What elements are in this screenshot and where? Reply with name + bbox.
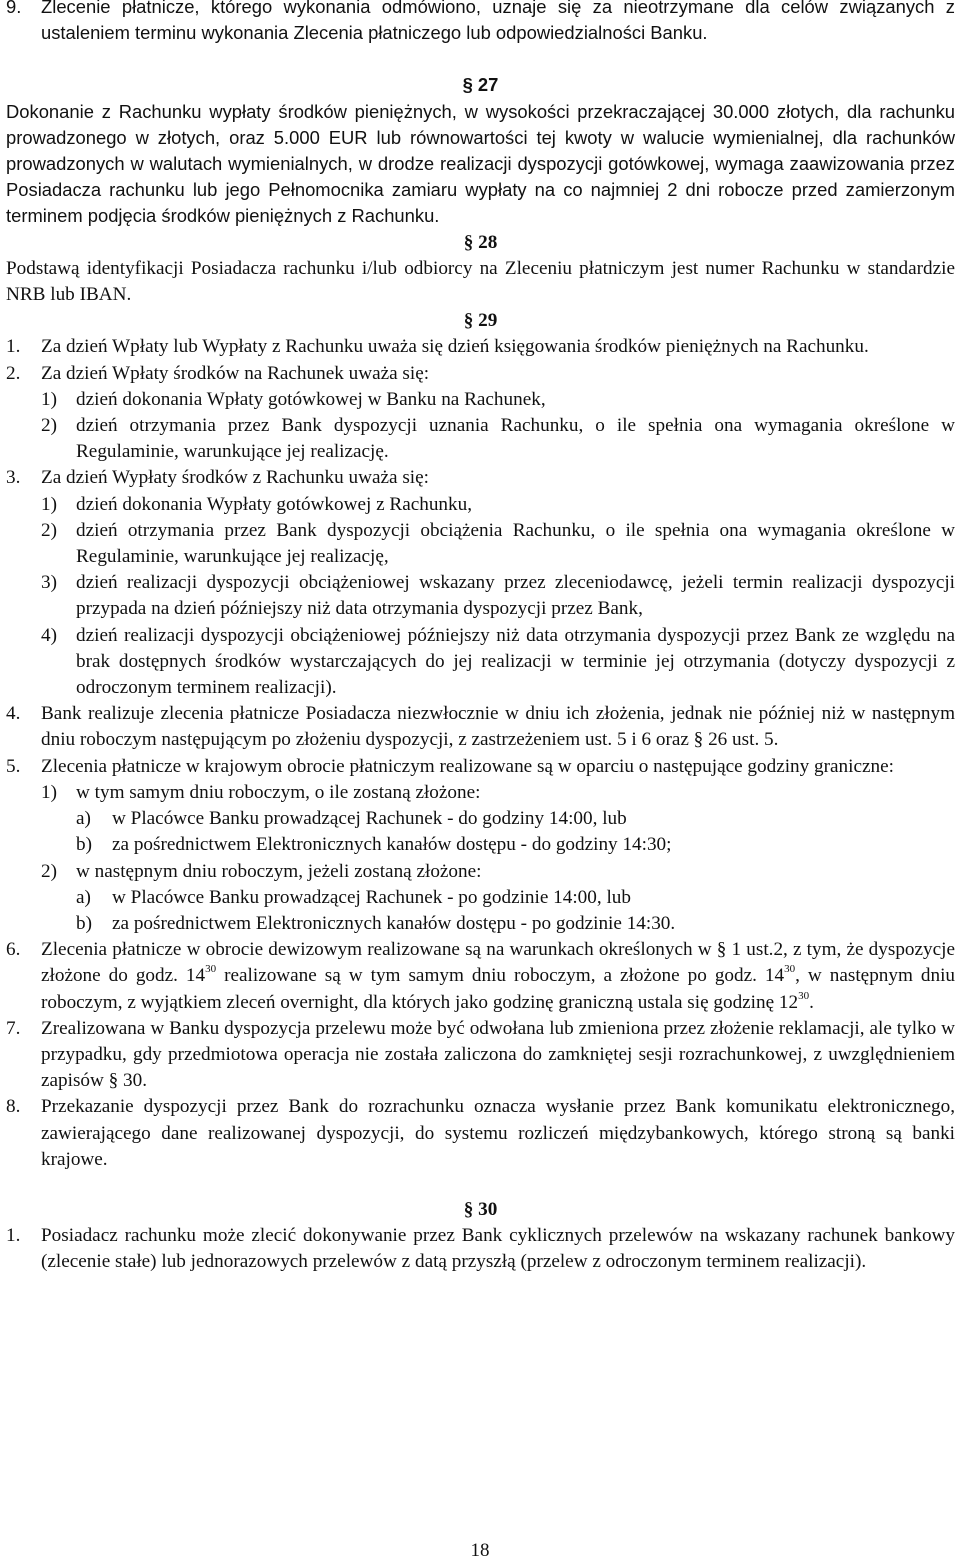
section-29-item-3-sub-4 [41, 623, 955, 702]
section-30-item-1 [6, 1223, 955, 1275]
list-text: Za dzień Wpłaty środków na Rachunek uważa się: [41, 362, 430, 384]
section-28-text: Podstawą identyfikacji Posiadacza rachunku i/lub odbiorcy na Zleceniu płatniczym jest numer Rachunku w standardzie NRB lub IBAN. [6, 257, 955, 306]
superscript: 30 [798, 989, 810, 1002]
list-text: dzień realizacji dyspozycji obciążeniowej wskazany przez zleceniodawcę, jeżeli termin realizacji dyspozycji przypada na dzień późniejszy niż data otrzymania dyspozycji przez Bank, [76, 572, 955, 620]
section-29-item-5-sub-1 [41, 780, 955, 806]
list-text: za pośrednictwem Elektronicznych kanałów dostępu - po godzinie 14:30. [112, 912, 676, 934]
section-27-text: Dokonanie z Rachunku wypłaty środków pieniężnych, w wysokości przekraczającej 30.000 złotych, dla rachunku prowadzonego w złotych, oraz 5.000 EUR lub równowartości tej kwoty w walucie wymienialnej, dla rachunków prowadzonych w walutach wymienialnych, w drodze realizacji dyspozycji gotówkowej, wymaga zaawizowania przez Posiadacza rachunku lub jego Pełnomocnika zamiaru wypłaty na co najmniej 2 dni robocze przed zamierzonym terminem podjęcia środków pieniężnych z Rachunku. [6, 100, 955, 227]
list-number: 1. [6, 336, 21, 358]
section-29-item-3-sub-3 [41, 570, 955, 622]
section-29-item-3-sub-2 [41, 518, 955, 570]
document-page [6, 0, 955, 1276]
page-number: 18 [470, 1540, 490, 1561]
list-number: 4. [6, 703, 21, 725]
section-29-item-5-sub-2-b [76, 911, 955, 937]
list-number: 2) [41, 519, 57, 541]
list-letter: a) [76, 886, 91, 908]
list-number: 2. [6, 362, 21, 384]
section-29-item-4 [6, 701, 955, 753]
list-text: w Placówce Banku prowadzącej Rachunek - do godziny 14:00, lub [112, 808, 627, 830]
section-29-item-6 [6, 937, 955, 1016]
section-29-item-1 [6, 334, 955, 360]
section-heading-28: § 28 [463, 231, 498, 253]
section-heading-30: § 30 [463, 1198, 498, 1220]
section-29-item-5 [6, 754, 955, 780]
list-text: dzień otrzymania przez Bank dyspozycji uznania Rachunku, o ile spełnia ona wymagania określone w Regulaminie, warunkujące jej realizację. [76, 415, 955, 463]
section-29-item-5-sub-2-a [76, 885, 955, 911]
text-run: Zlecenia płatnicze w obrocie dewizowym realizowane są na warunkach określonych w § 1 ust.2, z tym, że dyspozycje złożone do godz. 14 [41, 939, 955, 987]
list-number: 3) [41, 572, 57, 594]
text-run: realizowane są w tym samym dniu roboczym, a złożone po godz. 14 [216, 965, 785, 987]
list-text: Bank realizuje zlecenia płatnicze Posiadacza niezwłocznie w dniu ich złożenia, jednak nie później niż w następnym dniu roboczym następującym po złożeniu dyspozycji, z zastrzeżeniem ust. 5 i 6 oraz § 26 ust. 5. [41, 703, 955, 751]
list-number: 1. [6, 1225, 21, 1247]
section-29-item-2 [6, 361, 955, 387]
list-number: 6. [6, 939, 21, 961]
section-29-item-2-sub-2 [41, 413, 955, 465]
list-number: 5. [6, 755, 21, 777]
section-29-item-5-sub-1-b [76, 832, 955, 858]
section-29-item-7 [6, 1016, 955, 1095]
list-number: 8. [6, 1096, 21, 1118]
section-heading-29: § 29 [463, 310, 498, 332]
superscript: 30 [784, 963, 796, 976]
list-number: 1) [41, 493, 57, 515]
list-number: 1) [41, 781, 57, 803]
list-text: dzień dokonania Wypłaty gotówkowej z Rachunku, [76, 493, 473, 515]
list-number: 2) [41, 415, 57, 437]
section-29-item-8 [6, 1094, 955, 1173]
section-29-item-3-sub-1 [41, 492, 955, 518]
list-text: Zlecenia płatnicze w krajowym obrocie płatniczym realizowane są w oparciu o następujące godziny graniczne: [41, 755, 894, 777]
text-run: , w następnym dniu roboczym, z wyjątkiem zleceń overnight, dla których jako godzinę graniczną ustala się godzinę 12 [41, 965, 956, 1013]
list-letter: b) [76, 912, 92, 934]
list-item-9 [6, 0, 955, 46]
list-text [41, 939, 955, 1012]
list-number: 4) [41, 624, 57, 646]
list-number: 2) [41, 860, 57, 882]
list-text: dzień otrzymania przez Bank dyspozycji obciążenia Rachunku, o ile spełnia ona wymagania określone w Regulaminie, warunkujące jej realizację, [76, 519, 955, 568]
list-text: dzień dokonania Wpłaty gotówkowej w Banku na Rachunek, [76, 388, 546, 410]
list-text: w następnym dniu roboczym, jeżeli zostaną złożone: [76, 860, 482, 882]
section-29-item-2-sub-1 [41, 387, 955, 413]
list-text: dzień realizacji dyspozycji obciążeniowej późniejszy niż data otrzymania dyspozycji przez Bank ze względu na brak dostępnych środków wystarczających do jej realizacji w terminie jej otrzymania (dotyczy dyspozycji z odroczonym terminem realizacji). [76, 624, 955, 699]
section-heading-27: § 27 [462, 74, 499, 96]
list-text: Zrealizowana w Banku dyspozycja przelewu może być odwołana lub zmieniona przez złożenie reklamacji, ale tylko w przypadku, gdy przedmiotowa operacja nie została zaliczona do zamkniętej sesji rozrachunkowej, z uwzględnieniem zapisów § 30. [41, 1017, 955, 1092]
list-number: 1) [41, 388, 57, 410]
section-29-item-5-sub-1-a [76, 806, 955, 832]
list-text: w tym samym dniu roboczym, o ile zostaną złożone: [76, 781, 481, 803]
list-text: w Placówce Banku prowadzącej Rachunek - po godzinie 14:00, lub [112, 886, 631, 908]
section-29-item-5-sub-2 [41, 859, 955, 885]
superscript: 30 [205, 963, 217, 976]
list-text: za pośrednictwem Elektronicznych kanałów dostępu - do godziny 14:30; [112, 834, 672, 856]
list-text: Za dzień Wpłaty lub Wypłaty z Rachunku uważa się dzień księgowania środków pieniężnych na Rachunku. [41, 336, 869, 358]
text-run: . [809, 991, 814, 1013]
list-number: 9. [6, 0, 22, 17]
list-letter: b) [76, 834, 92, 856]
list-text: Posiadacz rachunku może zlecić dokonywanie przez Bank cyklicznych przelewów na wskazany rachunek bankowy (zlecenie stałe) lub jednorazowych przelewów z datą przyszłą (przelew z odroczonym terminem realizacji). [41, 1225, 955, 1273]
section-29-item-3 [6, 465, 955, 491]
list-number: 3. [6, 467, 21, 489]
list-text: Za dzień Wypłaty środków z Rachunku uważa się: [41, 467, 429, 489]
list-number: 7. [6, 1017, 21, 1039]
list-letter: a) [76, 808, 91, 830]
list-text: Zlecenie płatnicze, którego wykonania odmówiono, uznaje się za nieotrzymane dla celów związanych z ustaleniem terminu wykonania Zlecenia płatniczego lub odpowiedzialności Banku. [41, 0, 955, 44]
list-text: Przekazanie dyspozycji przez Bank do rozrachunku oznacza wysłanie przez Bank komunikatu elektronicznego, zawierającego dane realizowanej dyspozycji, do systemu rozliczeń międzybankowych, którego stroną są banki krajowe. [41, 1096, 955, 1170]
